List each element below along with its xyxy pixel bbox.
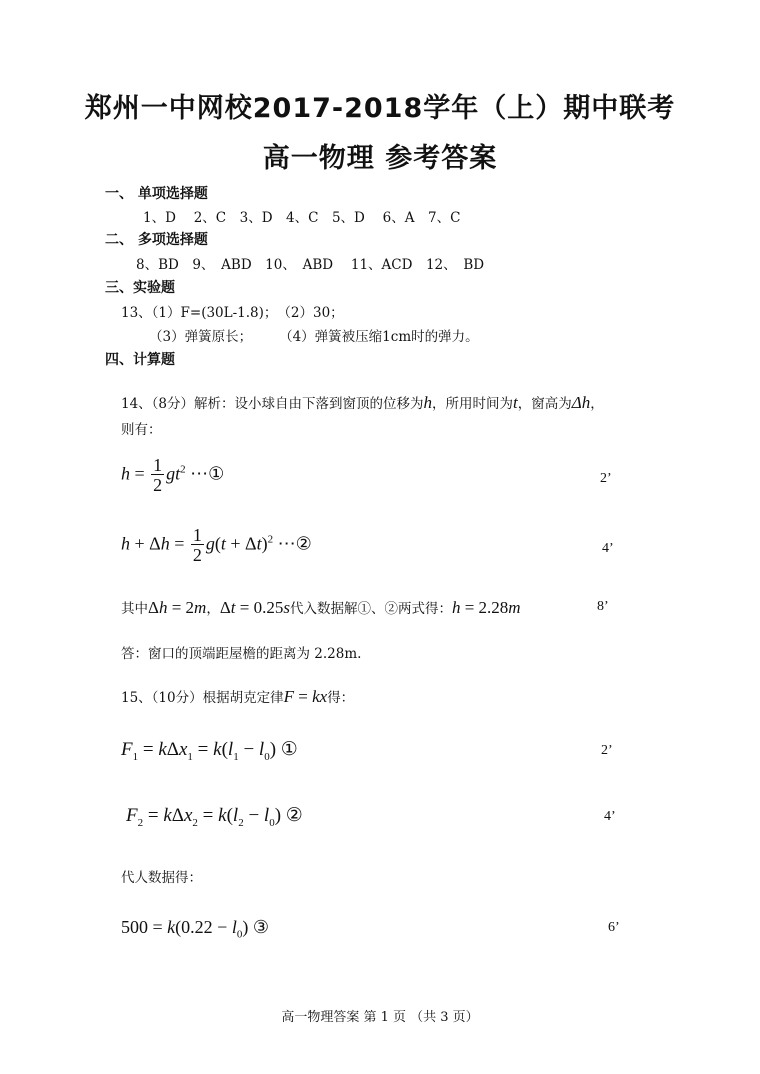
q15-substitution-label: 代人数据得： [121, 870, 202, 886]
section-heading-calculation: 四、计算题 [105, 352, 175, 368]
q15-equation-2-score: 4’ [604, 809, 616, 824]
page-title: 郑州一中网校2017-2018学年（上）期中联考 [84, 93, 676, 124]
q15-equation-2: $F_2 = k\Delta x_2 = k(l_2 - l_0)$ ② [126, 805, 303, 829]
q15-equation-3: $500 = k(0.22 - l_0)$ ③ [121, 917, 269, 941]
q14-intro: 14、（8分）解析：设小球自由下落到窗顶的位移为h，所用时间为t，窗高为Δh， [121, 393, 604, 412]
section-heading-single-choice: 一、 单项选择题 [105, 186, 208, 202]
section-heading-experiment: 三、实验题 [105, 280, 175, 296]
experiment-answer-line-1: 13、（1）F=(30L-1.8)； （2）30； [121, 305, 344, 321]
page-subtitle: 高一物理 参考答案 [262, 143, 498, 174]
q14-given-score: 8’ [597, 599, 609, 614]
section-heading-multi-choice: 二、 多项选择题 [105, 232, 208, 248]
q14-equation-1: h = $\frac{1}{2}$ $gt^2$ ⋯① [121, 455, 225, 495]
q14-equation-1-score: 2’ [600, 471, 612, 486]
multi-choice-answers: 8、BD 9、 ABD 10、 ABD 11、ACD 12、 BD [136, 257, 485, 273]
page-footer: 高一物理答案 第 1 页 （共 3 页） [281, 1010, 479, 1025]
q15-equation-1-score: 2’ [601, 743, 613, 758]
experiment-answer-line-2: （3）弹簧原长； （4）弹簧被压缩1cm时的弹力。 [149, 329, 479, 345]
q15-intro: 15、（10分）根据胡克定律F = kx得： [121, 687, 355, 706]
q14-equation-2-score: 4’ [602, 541, 614, 556]
single-choice-answers: 1、D 2、C 3、D 4、C 5、D 6、A 7、C [143, 210, 461, 226]
q14-answer: 答：窗口的顶端距屋檐的距离为 2.28m. [121, 646, 362, 662]
q14-given-values: 其中Δh = 2m，Δt = 0.25s代入数据解①、②两式得：h = 2.28m [121, 598, 521, 617]
q15-equation-3-score: 6’ [608, 920, 620, 935]
q14-intro-line-2: 则有： [121, 422, 162, 438]
q15-equation-1: $F_1 = k\Delta x_1 = k(l_1 - l_0)$ ① [121, 739, 298, 763]
q14-equation-2: h + Δh = $\frac{1}{2}$ $g(t + \Delta t)^2$ ⋯② [121, 525, 312, 565]
